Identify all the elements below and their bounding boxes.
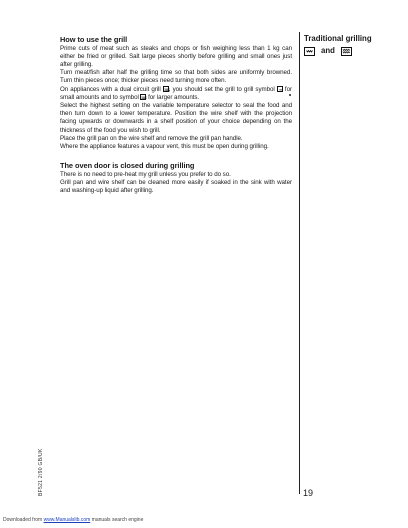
sidebar-icons (304, 46, 392, 55)
section-title-oven-door: The oven door is closed during grilling (60, 161, 195, 171)
column-divider (299, 32, 300, 494)
section-title-how-to-use: How to use the grill (60, 35, 128, 44)
paragraph: There is no need to pre-heat my grill unless you prefer to do so. (60, 170, 231, 178)
paragraph: Select the highest setting on the variable temperature selector to seal the food and then turn down to a lower temperature. Position the wire shelf with the projection facing upwards or downwards in a shelf position of your choice depending on the thickness of the food you wish to grill. (60, 101, 292, 134)
grill-small-icon (304, 47, 315, 56)
footer-prefix: Downloaded from (3, 517, 44, 523)
document-code: BF521 2/90 GB/UK (38, 448, 44, 496)
sidebar (304, 34, 392, 56)
paragraph-dual-grill (60, 86, 292, 102)
text-segment: On appliances with a dual circuit grill (60, 85, 163, 93)
spacer (60, 151, 292, 161)
text-segment: for larger amounts. (146, 93, 200, 101)
sidebar-title: Traditional grilling (304, 34, 372, 43)
paragraph: Grill pan and wire shelf can be cleaned more easily if soaked in the sink with water and washing-up liquid after grilling. (60, 178, 292, 195)
paragraph: Turn meat/fish after half the grilling time so that both sides are uniformly browned. Turn thin pieces once; thicker pieces need turning more often. (60, 69, 292, 85)
grill-large-icon (341, 47, 352, 56)
footer-suffix: manuals search engine (90, 517, 144, 523)
paragraph: Prime cuts of meat such as steaks and chops or fish weighing less than 1 kg can either be fried or grilled. Salt large pieces shortly before grilling and small ones just after grilling. (60, 44, 292, 68)
main-column (60, 35, 292, 195)
download-footer (3, 517, 143, 523)
text-segment: , you should set the grill to grill symbol (168, 85, 277, 93)
scan-mark (289, 94, 291, 96)
grill-large-icon (140, 94, 146, 100)
page-number: 19 (303, 488, 314, 498)
paragraph: Place the grill pan on the wire shelf and remove the grill pan handle. (60, 134, 243, 142)
text-segment: for small amounts and to symbol (60, 85, 292, 101)
paragraph: Where the appliance features a vapour vent, this must be open during grilling. (60, 142, 269, 150)
manualslib-link[interactable]: www.Manualslib.com (43, 517, 91, 523)
and-label: and (321, 46, 335, 56)
grill-large-icon (163, 86, 169, 92)
grill-small-icon (277, 86, 283, 92)
